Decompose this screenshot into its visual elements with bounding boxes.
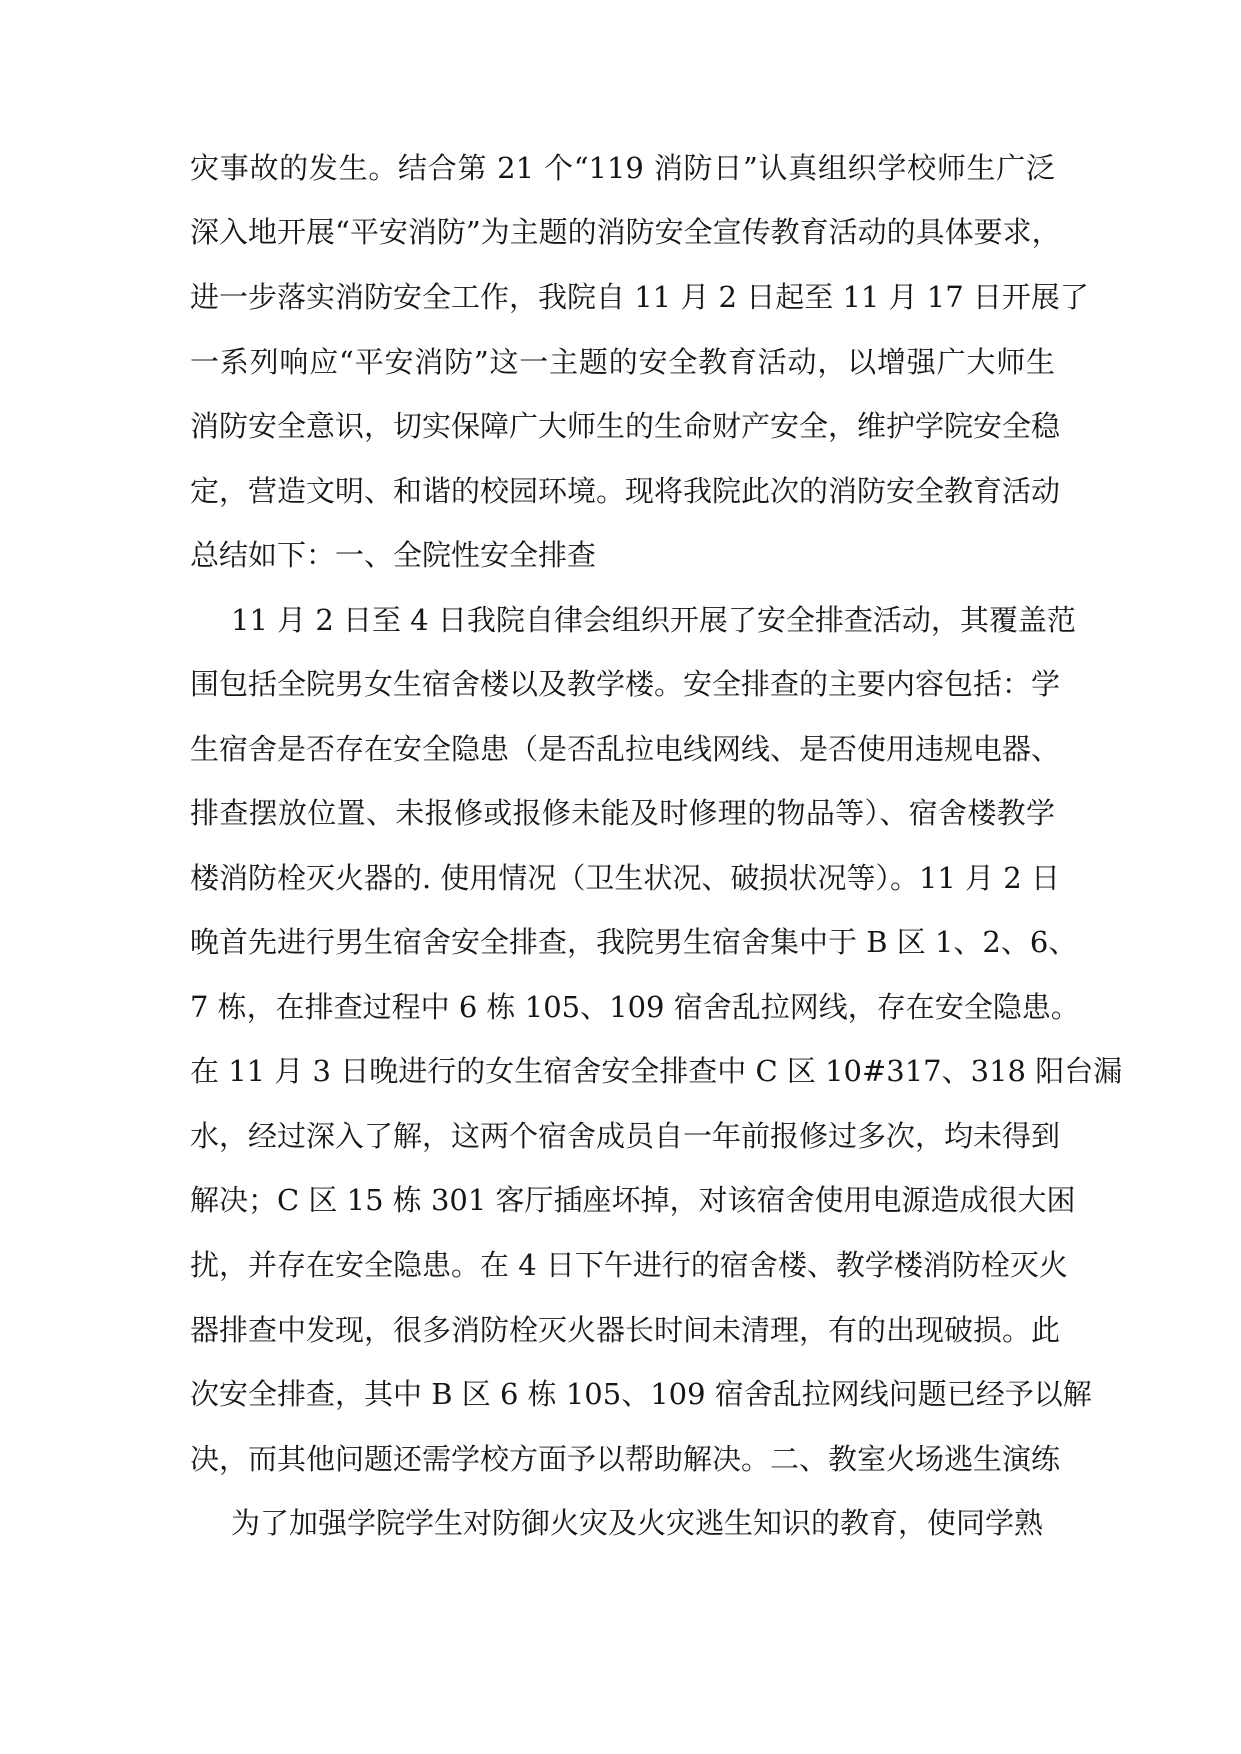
- text-line: 围包括全院男女生宿舍楼以及教学楼。安全排查的主要内容包括：学: [190, 667, 1061, 701]
- text-line: 次安全排查，其中 B 区 6 栋 105、109 宿舍乱拉网线问题已经予以解: [190, 1377, 1092, 1411]
- section-heading-1: 总结如下：一、全院性安全排查: [190, 538, 597, 572]
- text-line: 11 月 2 日至 4 日我院自律会组织开展了安全排查活动，其覆盖范: [231, 603, 1076, 637]
- text-line: 排查摆放位置、未报修或报修未能及时修理的物品等）、宿舍楼教学: [190, 796, 1055, 830]
- text-line: 为了加强学院学生对防御火灾及火灾逃生知识的教育，使同学熟: [231, 1506, 1044, 1540]
- text-line: 进一步落实消防安全工作，我院自 11 月 2 日起至 11 月 17 日开展了: [190, 280, 1089, 314]
- text-line: 水，经过深入了解，这两个宿舍成员自一年前报修过多次，均未得到: [190, 1119, 1061, 1153]
- text-line: 在 11 月 3 日晚进行的女生宿舍安全排查中 C 区 10#317、318 阳台漏: [190, 1054, 1123, 1088]
- text-line: 消防安全意识，切实保障广大师生的生命财产安全，维护学院安全稳: [190, 409, 1061, 443]
- text-line: 定，营造文明、和谐的校园环境。现将我院此次的消防安全教育活动: [190, 474, 1061, 508]
- text-line: 灾事故的发生。结合第 21 个“119 消防日”认真组织学校师生广泛: [190, 151, 1055, 185]
- text-line: 7 栋，在排查过程中 6 栋 105、109 宿舍乱拉网线，存在安全隐患。: [190, 990, 1080, 1024]
- text-line: 一系列响应“平安消防”这一主题的安全教育活动，以增强广大师生: [190, 345, 1055, 379]
- text-line: 生宿舍是否存在安全隐患（是否乱拉电线网线、是否使用违规电器、: [190, 732, 1061, 766]
- text-line: 决，而其他问题还需学校方面予以帮助解决。二、教室火场逃生演练: [190, 1442, 1061, 1476]
- text-line: 楼消防栓灭火器的. 使用情况（卫生状况、破损状况等）。11 月 2 日: [190, 861, 1060, 895]
- text-line: 器排查中发现，很多消防栓灭火器长时间未清理，有的出现破损。此: [190, 1313, 1061, 1347]
- text-line: 扰，并存在安全隐患。在 4 日下午进行的宿舍楼、教学楼消防栓灭火: [190, 1248, 1068, 1282]
- text-line: 解决；C 区 15 栋 301 客厅插座坏掉，对该宿舍使用电源造成很大困: [190, 1183, 1076, 1217]
- text-line: 深入地开展“平安消防”为主题的消防安全宣传教育活动的具体要求，: [190, 215, 1061, 249]
- text-line: 晚首先进行男生宿舍安全排查，我院男生宿舍集中于 B 区 1、2、6、: [190, 925, 1078, 959]
